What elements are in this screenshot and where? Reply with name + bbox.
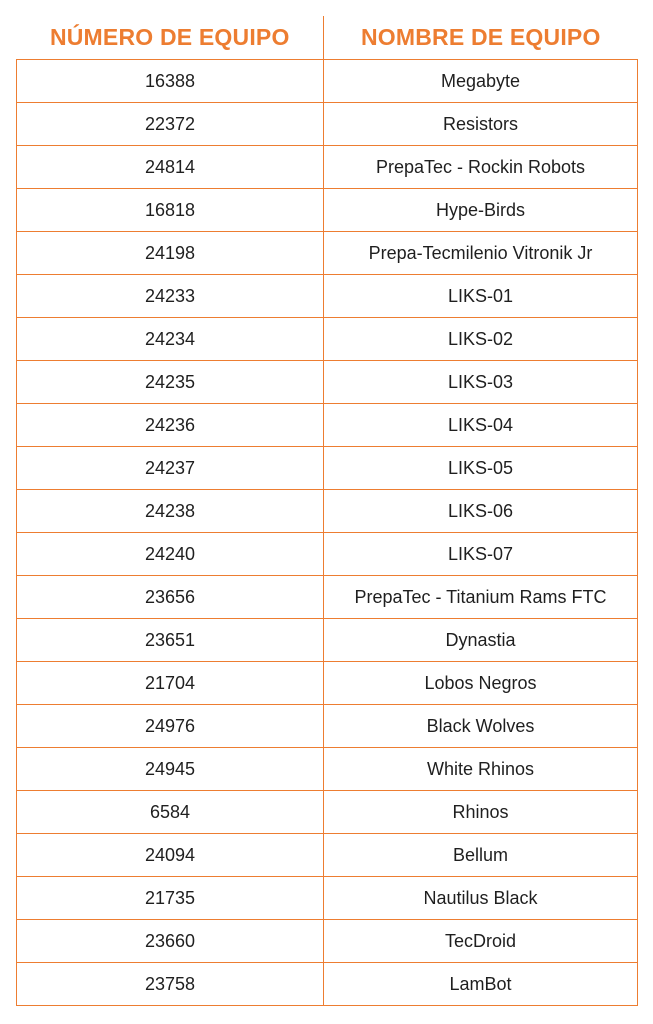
table-row: [17, 146, 638, 189]
table-row: [17, 662, 638, 705]
team-name-cell: Black Wolves: [324, 705, 638, 748]
table-row: [17, 404, 638, 447]
table-row: [17, 447, 638, 490]
team-number-cell: 24198: [17, 232, 324, 275]
table-row: [17, 576, 638, 619]
team-name-cell: LIKS-04: [324, 404, 638, 447]
team-number-cell: 24235: [17, 361, 324, 404]
team-name-cell: Nautilus Black: [324, 877, 638, 920]
team-name-cell: TecDroid: [324, 920, 638, 963]
table-row: [17, 920, 638, 963]
team-number-cell: 16388: [17, 60, 324, 103]
team-name-cell: Bellum: [324, 834, 638, 877]
team-name-cell: PrepaTec - Titanium Rams FTC: [324, 576, 638, 619]
team-name-cell: LamBot: [324, 963, 638, 1006]
team-number-cell: 21735: [17, 877, 324, 920]
team-name-cell: Prepa-Tecmilenio Vitronik Jr: [324, 232, 638, 275]
team-name-cell: PrepaTec - Rockin Robots: [324, 146, 638, 189]
team-number-cell: 21704: [17, 662, 324, 705]
team-name-cell: LIKS-05: [324, 447, 638, 490]
team-name-cell: Resistors: [324, 103, 638, 146]
column-header-team-number: NÚMERO DE EQUIPO: [17, 16, 324, 60]
team-number-cell: 23758: [17, 963, 324, 1006]
teams-table-container: [16, 16, 637, 1006]
team-name-cell: LIKS-01: [324, 275, 638, 318]
table-row: [17, 361, 638, 404]
team-number-cell: 24945: [17, 748, 324, 791]
table-row: [17, 232, 638, 275]
team-number-cell: 24814: [17, 146, 324, 189]
table-row: [17, 103, 638, 146]
team-name-cell: LIKS-06: [324, 490, 638, 533]
table-header-row: [17, 16, 638, 60]
table-row: [17, 877, 638, 920]
team-number-cell: 24238: [17, 490, 324, 533]
team-number-cell: 24234: [17, 318, 324, 361]
column-header-team-name: NOMBRE DE EQUIPO: [324, 16, 638, 60]
team-number-cell: 16818: [17, 189, 324, 232]
team-name-cell: LIKS-02: [324, 318, 638, 361]
table-row: [17, 189, 638, 232]
teams-table: [16, 16, 638, 1006]
table-row: [17, 705, 638, 748]
team-number-cell: 24236: [17, 404, 324, 447]
team-name-cell: Lobos Negros: [324, 662, 638, 705]
table-row: [17, 60, 638, 103]
table-row: [17, 619, 638, 662]
team-name-cell: Dynastia: [324, 619, 638, 662]
team-name-cell: Hype-Birds: [324, 189, 638, 232]
team-number-cell: 24233: [17, 275, 324, 318]
team-number-cell: 23651: [17, 619, 324, 662]
team-number-cell: 6584: [17, 791, 324, 834]
team-name-cell: White Rhinos: [324, 748, 638, 791]
table-row: [17, 275, 638, 318]
table-row: [17, 834, 638, 877]
table-row: [17, 963, 638, 1006]
team-number-cell: 22372: [17, 103, 324, 146]
team-name-cell: LIKS-07: [324, 533, 638, 576]
table-body: [17, 60, 638, 1006]
team-number-cell: 24094: [17, 834, 324, 877]
team-name-cell: Megabyte: [324, 60, 638, 103]
table-row: [17, 490, 638, 533]
team-name-cell: LIKS-03: [324, 361, 638, 404]
table-row: [17, 318, 638, 361]
team-number-cell: 23656: [17, 576, 324, 619]
team-number-cell: 23660: [17, 920, 324, 963]
table-row: [17, 533, 638, 576]
team-name-cell: Rhinos: [324, 791, 638, 834]
table-row: [17, 791, 638, 834]
table-row: [17, 748, 638, 791]
team-number-cell: 24237: [17, 447, 324, 490]
team-number-cell: 24240: [17, 533, 324, 576]
team-number-cell: 24976: [17, 705, 324, 748]
